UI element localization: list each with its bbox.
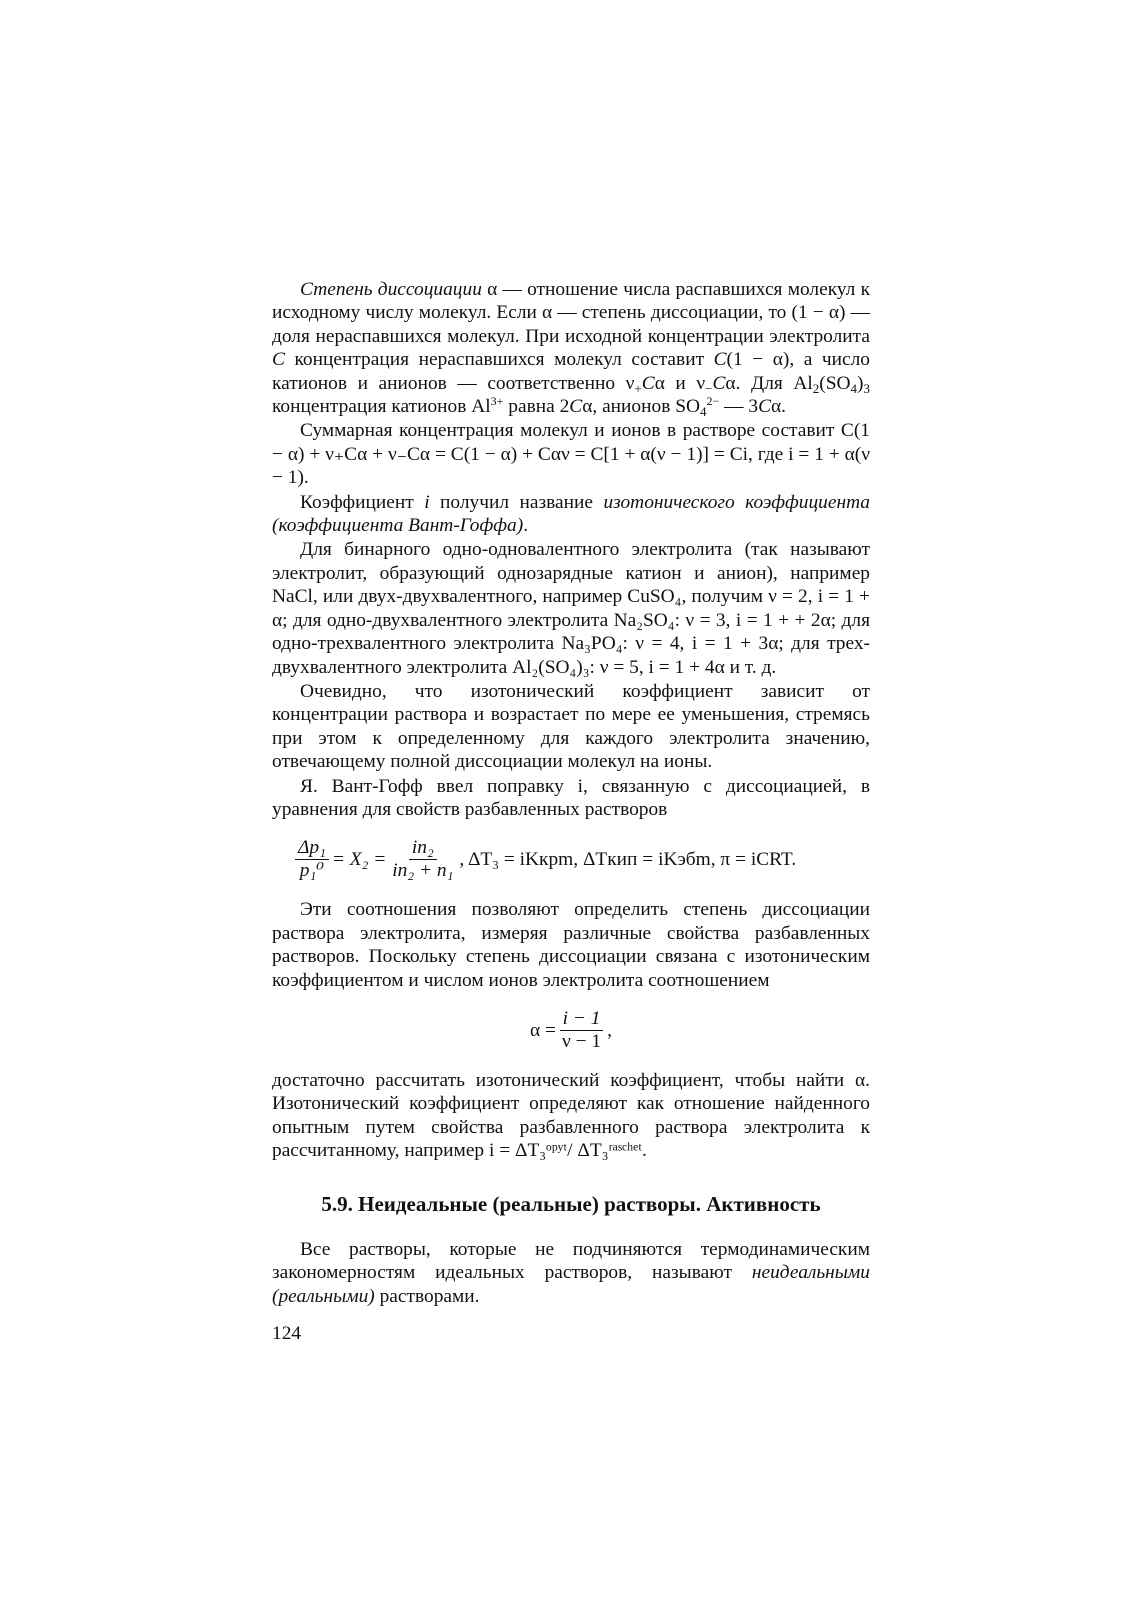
fraction-pressure: $\frac{\text{Δp₁}}{\text{p₁⁰}}$ [295,837,329,882]
equation-alpha: α = $\frac{i - 1}{\nu - 1}$ , [530,1007,612,1052]
fraction-mole-fraction: $\frac{\text{in₂}}{\text{in₂ + n₁}}$ [392,837,454,882]
term-nonideal: неидеальными (реальными) [272,1262,870,1307]
fraction-alpha: $\frac{i - 1}{\nu - 1}$ [559,1008,604,1053]
paragraph-electrolyte-examples: Для бинарного одно-одновалентного электролита (так называют электролит, образующий однозарядные катион и анион), например NaCl, или двух-двухвалентного, например CuSO₄, получим ν = 2, i = 1 + α; для одно-двухвалентного электролита Na₂SO₄: ν = 3, i = 1 + + 2α; для одно-трехвалентного электролита Na₃PO₄: ν = 4, i = 1 + 3α; для трех-двухвалентного электролита Al₂(SO₄)₃: ν = 5, i = 1 + 4α и т. д. [272,539,870,678]
paragraph-dissociation-degree: Степень диссоциации α — отношение числа распавшихся молекул к исходному числу молекул. Если α — степень диссоциации, то (1 − α) — доля нераспавшихся молекул. При исходной концентрации электролита C концентрация нераспавшихся молекул составит C(1 − α), а число катионов и анионов — соответственно $\nu_+C\alpha$ и $\nu_-C\alpha$. Для $Al_2(SO_4)_3$ концентрация катионов $Al^{3+}$ равна 2Cα, анионов $SO_4^{2-}$ — 3Cα. [272,279,870,420]
paragraph-relations: Эти соотношения позволяют определить степень диссоциации раствора электролита, измеряя различные свойства разбавленных растворов. Поскольку степень диссоциации связана с изотоническим коэффициентом и числом ионов электролита соотношением [272,899,870,991]
paragraph-nonideal-solutions: Все растворы, которые не подчиняются термодинамическим закономерностям идеальных растворов, называют неидеальными (реальными) растворами. [272,1239,870,1307]
paragraph-total-concentration: Суммарная концентрация молекул и ионов в растворе составит C(1 − α) + ν₊Cα + ν₋Cα = C(1 − α) + Cαν = C[1 + α(ν − 1)] = Ci, где i = 1 + α(ν − 1). [272,420,870,489]
paragraph-concentration-dependence: Очевидно, что изотонический коэффициент зависит от концентрации раствора и возрастает по мере ее уменьшения, стремясь при этом к определенному для каждого электролита значению, отвечающему полной диссоциации молекул на ионы. [272,680,870,773]
section-heading: 5.9. Неидеальные (реальные) растворы. Активность [321,1191,821,1216]
term-dissociation-degree: Степень диссоциации [300,279,482,300]
paragraph-vant-hoff-correction: Я. Вант-Гофф ввел поправку i, связанную с диссоциацией, в уравнения для свойств разбавленных растворов [272,775,870,820]
paragraph-calculation: достаточно рассчитать изотонический коэффициент, чтобы найти α. Изотонический коэффициент определяют как отношение найденного опытным путем свойства разбавленного раствора электролита к рассчитанному, например i = ΔT₃ᵒᵖʸᵗ/ ΔT₃ʳᵃˢᶜʰᵉᵗ. [272,1069,870,1162]
term-isotonic-coefficient: изотонического коэффициента (коэффициента Вант-Гоффа) [272,491,871,537]
paragraph-isotonic-coefficient: Коэффициент i получил название изотонического коэффициента (коэффициента Вант-Гоффа). [272,491,871,537]
page-content [272,278,870,1346]
page-number: 124 [272,1323,302,1345]
equation-colligative: $\frac{\text{Δp₁}}{\text{p₁⁰}}$ = X₂ = $\frac{\text{in₂}}{\text{in₂ + n₁}}$ , ΔT₃ = iKкрm, ΔTкип = iKэбm, π = iCRT. [272,837,870,882]
